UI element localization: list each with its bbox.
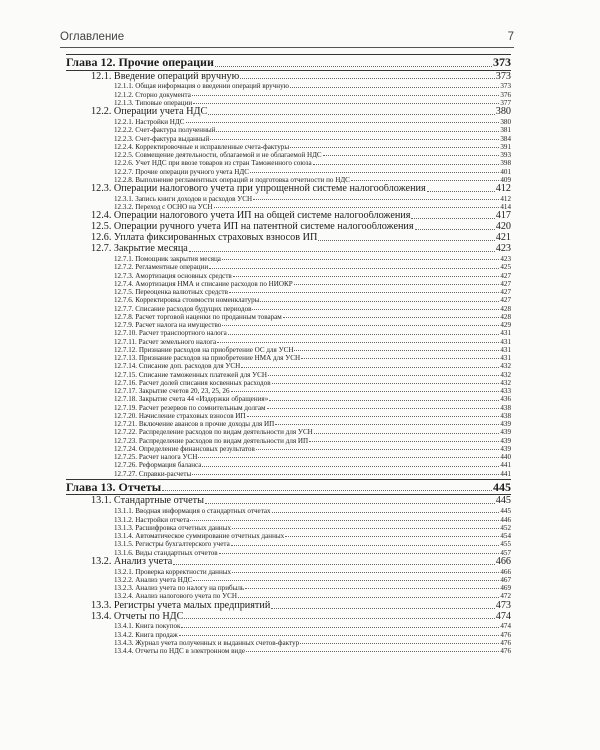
toc-entry-page: 439	[500, 420, 511, 429]
dot-leader	[269, 400, 499, 401]
toc-entry-title: 12.3. Операции налогового учета при упрощенной системе налогообложения	[91, 184, 426, 195]
toc-entry-title: 12.7.21. Включение авансов в прочие доходы для ИП	[114, 420, 275, 429]
toc-entry-title: 12.7.12. Признание расходов на приобретение ОС для УСН	[114, 345, 294, 354]
toc-entry-page: 431	[500, 337, 511, 346]
toc-entry-page: 380	[495, 107, 511, 118]
dot-leader	[309, 441, 499, 442]
toc-entry-page: 398	[500, 159, 511, 168]
toc-subsection	[66, 507, 511, 515]
dot-leader	[241, 367, 499, 368]
toc-entry-page: 432	[500, 362, 511, 371]
dot-leader	[275, 424, 499, 425]
toc-entry-page: 445	[495, 496, 511, 507]
dot-leader	[300, 643, 499, 644]
toc-subsection	[66, 195, 511, 203]
toc-subsection	[66, 176, 511, 184]
toc-subsection	[66, 647, 511, 655]
toc-entry-page: 472	[500, 592, 511, 601]
toc-subsection	[66, 622, 511, 630]
dot-leader	[238, 597, 499, 598]
toc-entry-page: 476	[500, 630, 511, 639]
toc-entry-title: 12.2.2. Счет-фактура полученный	[114, 126, 216, 135]
toc-subsection	[66, 470, 511, 478]
toc-entry-page: 384	[500, 134, 511, 143]
toc-entry-page: 466	[495, 556, 511, 567]
dot-leader	[271, 608, 494, 609]
toc-entry-page: 467	[500, 575, 511, 584]
toc-subsection	[66, 305, 511, 313]
toc-entry-title: 12.7.18. Закрытие счета 44 «Издержки обращения»	[114, 395, 269, 404]
toc-subsection	[66, 639, 511, 647]
toc-entry-title: 13.1.4. Автоматическое суммирование отчетных данных	[114, 532, 285, 540]
toc-section	[66, 72, 511, 83]
toc-entry-title: 12.7.2. Регламентные операции	[114, 263, 209, 272]
toc-entry-title: 13.4.2. Книга продаж	[114, 630, 178, 639]
toc-entry-title: 12.3.1. Запись книги доходов и расходов УСН	[114, 194, 253, 203]
dot-leader	[202, 466, 499, 467]
toc-entry-title: 12.7.23. Распределение расходов по видам деятельности для ИП	[114, 436, 309, 445]
dot-leader	[272, 512, 500, 513]
toc-section	[66, 612, 511, 623]
toc-entry-page: 381	[500, 126, 511, 135]
toc-entry-page: 427	[500, 271, 511, 280]
dot-leader	[214, 207, 500, 208]
toc-entry-page: 452	[500, 523, 511, 532]
toc-subsection	[66, 592, 511, 600]
toc-entry-page: 438	[500, 411, 511, 420]
toc-entry-page: 393	[500, 151, 511, 160]
dot-leader	[198, 457, 499, 458]
dot-leader	[313, 164, 500, 165]
dot-leader	[323, 155, 500, 156]
dot-leader	[246, 651, 499, 652]
dot-leader	[260, 301, 499, 302]
toc-section	[66, 107, 511, 118]
toc-entry-page: 454	[500, 532, 511, 540]
toc-entry-title: 12.7.27. Справки-расчеты	[114, 469, 192, 478]
toc-entry-title: 12.1. Введение операций вручную	[91, 71, 240, 82]
toc-entry-page: 391	[500, 142, 511, 151]
running-header	[60, 28, 514, 46]
toc-entry-title: 13.2.3. Анализ учета по налогу на прибыль	[114, 584, 245, 593]
toc-entry-page: 474	[500, 622, 511, 631]
toc-entry-page: 469	[500, 584, 511, 593]
toc-entry-page: 373	[493, 55, 511, 69]
toc-entry-page: 466	[500, 567, 511, 576]
toc-entry-page: 438	[500, 403, 511, 412]
toc-entry-page: 420	[495, 222, 511, 233]
toc-entry-page: 474	[495, 611, 511, 622]
dot-leader	[283, 317, 500, 318]
toc-entry-page: 432	[500, 378, 511, 387]
dot-leader	[267, 408, 500, 409]
toc-entry-title: 12.1.3. Типовые операции	[114, 98, 193, 107]
header-rule	[60, 47, 514, 48]
toc-entry-title: 12.5. Операции ручного учета ИП на патентной системе налогообложения	[91, 222, 414, 233]
toc-entry-page: 427	[500, 288, 511, 297]
toc-entry-title: 12.2.5. Совмещение деятельности, облагаемой и не облагаемой НДС	[114, 151, 322, 160]
dot-leader	[245, 588, 499, 589]
toc-entry-page: 423	[500, 255, 511, 264]
toc-entry-title: 13.1.1. Вводная информация о стандартных отчетах	[114, 507, 271, 516]
toc-subsection	[66, 280, 511, 288]
toc-entry-page: 439	[500, 428, 511, 437]
toc-entry-title: 12.7.11. Расчет земельного налога	[114, 337, 217, 346]
dot-leader	[232, 572, 499, 573]
toc-subsection	[66, 354, 511, 362]
dot-leader	[189, 251, 495, 252]
toc-entry-title: 13.2. Анализ учета	[91, 556, 173, 567]
toc-subsection	[66, 118, 511, 126]
toc-entry-page: 373	[500, 82, 511, 91]
toc-subsection	[66, 631, 511, 639]
toc-section	[66, 222, 511, 233]
dot-leader	[411, 218, 494, 219]
dot-leader	[208, 114, 494, 115]
toc-entry-title: 12.2.1. Настройки НДС	[114, 118, 185, 127]
dot-leader	[268, 375, 499, 376]
dot-leader	[301, 358, 499, 359]
toc-entry-page: 445	[500, 507, 511, 516]
toc-entry-page: 429	[500, 321, 511, 330]
toc-subsection	[66, 395, 511, 403]
toc-entry-title: 13.2.1. Проверка корректности данных	[114, 567, 232, 576]
toc-subsection	[66, 143, 511, 151]
toc-subsection	[66, 379, 511, 387]
dot-leader	[415, 229, 495, 230]
dot-leader	[190, 520, 499, 521]
toc-subsection	[66, 371, 511, 379]
toc-entry-title: 12.6. Уплата фиксированных страховых взносов ИП	[91, 233, 318, 244]
toc-subsection	[66, 420, 511, 428]
toc-entry-page: 428	[500, 312, 511, 321]
toc-entry-title: 12.7.9. Расчет налога на имущество	[114, 321, 222, 330]
toc-entry-title: 12.7.26. Реформация баланса	[114, 461, 202, 470]
toc-subsection	[66, 203, 511, 211]
toc-subsection	[66, 404, 511, 412]
toc-entry-page: 377	[500, 98, 511, 107]
toc-entry-title: 13.1.3. Расшифровка отчетных данных	[114, 523, 231, 532]
toc-section	[66, 557, 511, 568]
toc-subsection	[66, 99, 511, 107]
dot-leader	[228, 334, 500, 335]
toc-entry-page: 476	[500, 647, 511, 656]
dot-leader	[247, 416, 500, 417]
toc-entry-page: 431	[500, 329, 511, 338]
toc-subsection	[66, 387, 511, 395]
dot-leader	[173, 564, 494, 565]
toc-entry-title: 13.1.2. Настройки отчета	[114, 515, 190, 524]
toc-entry-title: 12.7.19. Расчет резервов по сомнительным долгам	[114, 403, 266, 412]
toc-entry-title: 12.1.2. Сторно документа	[114, 90, 191, 99]
toc-entry-page: 455	[500, 540, 511, 549]
toc-entry-page: 412	[500, 194, 511, 203]
dot-leader	[193, 103, 499, 104]
dot-leader	[222, 325, 499, 326]
page-number: 7	[507, 31, 514, 43]
toc-subsection	[66, 540, 511, 548]
dot-leader	[179, 635, 500, 636]
toc-entry-title: 13.4.1. Книга покупок	[114, 622, 181, 631]
toc-entry-page: 427	[500, 279, 511, 288]
toc-entry-title: 12.7.7. Списание расходов будущих периодов	[114, 304, 252, 313]
toc-entry-page: 476	[500, 638, 511, 647]
dot-leader	[217, 342, 499, 343]
dot-leader	[184, 618, 494, 619]
dot-leader	[256, 449, 500, 450]
toc-section	[66, 601, 511, 612]
dot-leader	[290, 87, 499, 88]
toc-subsection	[66, 255, 511, 263]
toc-entry-page: 376	[500, 90, 511, 99]
dot-leader	[252, 309, 499, 310]
dot-leader	[250, 172, 499, 173]
dot-leader	[222, 259, 499, 260]
dot-leader	[162, 490, 492, 491]
toc-entry-page: 417	[495, 211, 511, 222]
toc-entry-title: 12.7.6. Корректировка стоимости номенклатуры	[114, 296, 260, 305]
toc-entry-title: 12.2.7. Прочие операции ручного учета НДС	[114, 167, 249, 176]
dot-leader	[290, 147, 499, 148]
toc-entry-title: 12.7.16. Расчет долей списания косвенных расходов	[114, 378, 271, 387]
toc-entry-page: 409	[500, 175, 511, 184]
dot-leader	[209, 268, 499, 269]
dot-leader	[205, 503, 495, 504]
dot-leader	[219, 553, 500, 554]
toc-subsection	[66, 576, 511, 584]
toc-subsection	[66, 126, 511, 134]
toc-section	[66, 233, 511, 244]
toc-subsection	[66, 313, 511, 321]
toc-entry-title: 12.7.25. Расчет налога УСН	[114, 453, 198, 462]
toc-subsection	[66, 168, 511, 176]
toc-entry-title: 13.4.4. Отчеты по НДС в электронном виде	[114, 647, 245, 656]
dot-leader	[216, 131, 499, 132]
toc-subsection	[66, 329, 511, 337]
dot-leader	[186, 122, 500, 123]
toc-section	[66, 244, 511, 255]
toc-entry-title: 13.4. Отчеты по НДС	[91, 611, 184, 622]
toc-subsection	[66, 532, 511, 540]
toc-entry-title: Глава 13. Отчеты	[66, 479, 162, 494]
toc-entry-title: 12.2.8. Выполнение регламентных операций и подготовка отчетности по НДС	[114, 175, 350, 184]
toc-subsection	[66, 453, 511, 461]
dot-leader	[285, 536, 499, 537]
toc-entry-page: 433	[500, 387, 511, 396]
toc-entry-page: 414	[500, 203, 511, 212]
dot-leader	[240, 78, 494, 79]
dot-leader	[229, 292, 499, 293]
dot-leader	[193, 580, 499, 581]
toc-entry-page: 412	[495, 184, 511, 195]
toc-entry-title: 12.7.13. Признание расходов на приобретение НМА для УСН	[114, 354, 301, 363]
toc-entry-page: 431	[500, 345, 511, 354]
running-header-title: Оглавление	[60, 31, 125, 43]
toc-subsection	[66, 82, 511, 90]
toc-entry-title: 12.7. Закрытие месяца	[91, 244, 188, 255]
toc-chapter	[66, 479, 511, 496]
dot-leader	[314, 433, 500, 434]
toc-entry-title: 13.3. Регистры учета малых предприятий	[91, 600, 271, 611]
toc-subsection	[66, 524, 511, 532]
toc-subsection	[66, 296, 511, 304]
toc-entry-title: 12.7.8. Расчет торговой наценки по проданным товарам	[114, 312, 282, 321]
toc-subsection	[66, 584, 511, 592]
toc-entry-page: 421	[495, 233, 511, 244]
toc-entry-page: 440	[500, 453, 511, 462]
dot-leader	[210, 139, 499, 140]
toc-entry-title: 12.1.1. Общая информация о введении операций вручную	[114, 82, 289, 91]
toc-entry-title: 12.2.4. Корректировочные и исправленные счета-фактуры	[114, 142, 290, 151]
toc-entry-title: 13.1.6. Виды стандартных отчетов	[114, 548, 218, 557]
toc-subsection	[66, 549, 511, 557]
toc-entry-title: 12.2.3. Счет-фактура выданный	[114, 134, 210, 143]
toc-entry-page: 445	[493, 479, 511, 494]
toc-entry-title: 12.7.3. Амортизация основных средств	[114, 271, 232, 280]
toc-subsection	[66, 159, 511, 167]
toc-entry-page: 457	[500, 548, 511, 557]
dot-leader	[192, 95, 499, 96]
dot-leader	[294, 350, 499, 351]
dot-leader	[294, 284, 500, 285]
toc-subsection	[66, 437, 511, 445]
toc-entry-page: 473	[495, 600, 511, 611]
toc-entry-title: 13.4.3. Журнал учета полученных и выданных счетов-фактур	[114, 638, 300, 647]
toc-entry-page: 380	[500, 118, 511, 127]
dot-leader	[318, 240, 494, 241]
dot-leader	[231, 391, 500, 392]
toc-entry-title: 13.2.4. Анализ налогового учета по УСН	[114, 592, 237, 601]
toc-entry-title: 13.1. Стандартные отчеты	[91, 496, 204, 507]
toc-entry-title: 12.7.10. Расчет транспортного налога	[114, 329, 227, 338]
toc-entry-title: 12.7.24. Определение финансовых результатов	[114, 444, 255, 453]
toc-entry-page: 428	[500, 304, 511, 313]
toc-entry-title: 13.2.2. Анализ учета НДС	[114, 575, 193, 584]
toc-entry-page: 401	[500, 167, 511, 176]
dot-leader	[181, 627, 499, 628]
dot-leader	[192, 474, 499, 475]
toc-entry-title: 12.7.20. Начисление страховых взносов ИП	[114, 411, 246, 420]
toc-section	[66, 211, 511, 222]
toc-entry-title: 12.7.1. Помощник закрытия месяца	[114, 255, 221, 264]
toc-entry-title: 12.7.5. Переоценка валютных средств	[114, 288, 228, 297]
toc-entry-page: 441	[500, 461, 511, 470]
dot-leader	[232, 528, 499, 529]
toc-entry-title: 12.7.17. Закрытие счетов 20, 23, 25, 26	[114, 387, 230, 396]
dot-leader	[427, 191, 495, 192]
toc-subsection	[66, 445, 511, 453]
toc-subsection	[66, 338, 511, 346]
toc-subsection	[66, 461, 511, 469]
toc-entry-title: Глава 12. Прочие операции	[66, 55, 214, 69]
toc-subsection	[66, 568, 511, 576]
toc-entry-title: 12.3.2. Переход с ОСНО на УСН	[114, 203, 213, 212]
toc-subsection	[66, 91, 511, 99]
toc-entry-page: 432	[500, 370, 511, 379]
toc-entry-page: 441	[500, 469, 511, 478]
toc-entry-page: 431	[500, 354, 511, 363]
toc-subsection	[66, 263, 511, 271]
dot-leader	[272, 383, 500, 384]
toc-section	[66, 496, 511, 507]
dot-leader	[215, 66, 492, 67]
toc-subsection	[66, 516, 511, 524]
toc-entry-page: 436	[500, 395, 511, 404]
toc-entry-page: 439	[500, 436, 511, 445]
toc-subsection	[66, 346, 511, 354]
toc-entry-title: 12.2. Операции учета НДС	[91, 107, 208, 118]
toc-subsection	[66, 135, 511, 143]
toc-entry-title: 12.2.6. Учет НДС при ввозе товаров из стран Таможенного союза	[114, 159, 312, 168]
toc-entry-page: 446	[500, 515, 511, 524]
toc-subsection	[66, 412, 511, 420]
dot-leader	[351, 180, 499, 181]
toc-entry-page: 427	[500, 296, 511, 305]
toc-subsection	[66, 428, 511, 436]
toc-chapter	[66, 54, 511, 71]
toc-entry-title: 12.7.15. Списание таможенных платежей для УСН	[114, 370, 268, 379]
toc-entry-title: 12.7.22. Распределение расходов по видам деятельности для УСН	[114, 428, 313, 437]
dot-leader	[233, 276, 500, 277]
toc-entry-page: 425	[500, 263, 511, 272]
toc-entry-title: 13.1.5. Регистры бухгалтерского учета	[114, 540, 230, 549]
toc-entry-title: 12.7.4. Амортизация НМА и списание расходов по НИОКР	[114, 279, 293, 288]
toc-entry-page: 439	[500, 444, 511, 453]
dot-leader	[231, 545, 500, 546]
toc-entry-title: 12.4. Операции налогового учета ИП на общей системе налогообложения	[91, 211, 411, 222]
toc-subsection	[66, 288, 511, 296]
toc-section	[66, 184, 511, 195]
toc-subsection	[66, 362, 511, 370]
toc-entry-title: 12.7.14. Списание доп. расходов для УСН	[114, 362, 241, 371]
toc-entry-page: 423	[495, 244, 511, 255]
dot-leader	[253, 199, 499, 200]
toc-subsection	[66, 321, 511, 329]
toc-subsection	[66, 151, 511, 159]
table-of-contents	[66, 53, 511, 655]
toc-subsection	[66, 272, 511, 280]
toc-entry-page: 373	[495, 71, 511, 82]
